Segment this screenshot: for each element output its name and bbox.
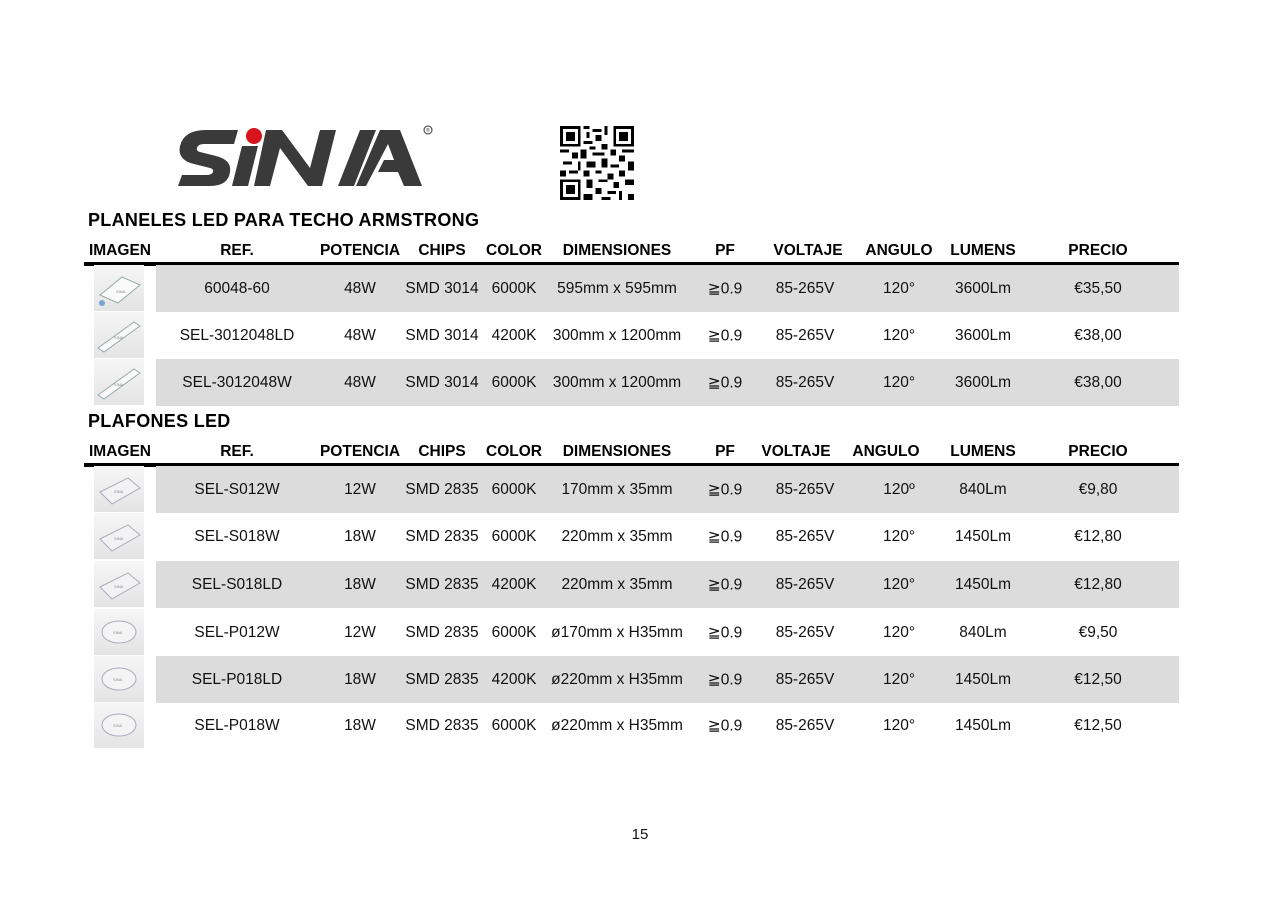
cell-voltaje: 85-265V — [775, 575, 835, 593]
cell-angulo: 120° — [882, 670, 916, 688]
cell-lumens: 1450Lm — [954, 716, 1012, 734]
cell-potencia: 48W — [344, 326, 376, 344]
cell-ref: SEL-P012W — [194, 623, 280, 641]
svg-text:SINA: SINA — [114, 536, 124, 541]
cell-ref: SEL-3012048LD — [179, 326, 295, 344]
cell-ref: SEL-S012W — [194, 480, 280, 498]
cell-color: 4200K — [491, 575, 537, 593]
col-color: COLOR — [486, 443, 542, 460]
cell-pf: ≧0.9 — [707, 624, 743, 641]
cell-pf: ≧0.9 — [707, 717, 743, 734]
cell-dimensiones: 220mm x 35mm — [561, 575, 673, 593]
svg-text:SINA: SINA — [114, 335, 124, 340]
cell-potencia: 48W — [344, 373, 376, 391]
cell-precio: €38,00 — [1074, 373, 1122, 391]
cell-angulo: 120° — [882, 279, 916, 297]
qr-code — [558, 126, 636, 200]
cell-precio: €12,80 — [1074, 527, 1122, 545]
cell-voltaje: 85-265V — [775, 480, 835, 498]
cell-chips: SMD 2835 — [405, 670, 479, 688]
cell-potencia: 18W — [344, 575, 376, 593]
cell-chips: SMD 2835 — [405, 623, 479, 641]
product-image-panel — [94, 312, 144, 358]
cell-color: 6000K — [491, 623, 537, 641]
col-voltaje: VOLTAJE — [773, 242, 843, 259]
cell-chips: SMD 3014 — [405, 279, 479, 297]
cell-dimensiones: ø220mm x H35mm — [551, 716, 683, 734]
cell-color: 4200K — [491, 326, 537, 344]
cell-potencia: 12W — [344, 623, 376, 641]
cell-precio: €9,80 — [1078, 480, 1118, 498]
cell-lumens: 1450Lm — [954, 527, 1012, 545]
cell-pf: ≧0.9 — [707, 327, 743, 344]
table-row — [156, 312, 1179, 359]
table-row — [156, 513, 1179, 560]
col-precio: PRECIO — [1068, 443, 1128, 460]
col-angulo: ANGULO — [852, 443, 920, 460]
cell-color: 4200K — [491, 670, 537, 688]
cell-ref: SEL-3012048W — [182, 373, 292, 391]
svg-text:SINA: SINA — [113, 677, 123, 682]
cell-voltaje: 85-265V — [775, 623, 835, 641]
cell-pf: ≧0.9 — [707, 374, 743, 391]
col-potencia: POTENCIA — [319, 242, 401, 259]
cell-color: 6000K — [491, 279, 537, 297]
cell-dimensiones: 220mm x 35mm — [561, 527, 673, 545]
cell-pf: ≧0.9 — [707, 576, 743, 593]
svg-text:SINA: SINA — [116, 289, 126, 294]
page-number: 15 — [631, 826, 649, 843]
cell-chips: SMD 2835 — [405, 527, 479, 545]
cell-angulo: 120° — [882, 373, 916, 391]
col-potencia: POTENCIA — [319, 443, 401, 460]
product-image-panel — [94, 265, 144, 311]
col-ref: REF. — [220, 242, 254, 259]
cell-precio: €12,80 — [1074, 575, 1122, 593]
table-header — [84, 441, 1179, 467]
cell-potencia: 48W — [344, 279, 376, 297]
cell-lumens: 1450Lm — [954, 670, 1012, 688]
cell-dimensiones: 300mm x 1200mm — [552, 373, 682, 391]
cell-pf: ≧0.9 — [707, 280, 743, 297]
cell-pf: ≧0.9 — [707, 528, 743, 545]
col-voltaje: VOLTAJE — [761, 443, 831, 460]
cell-lumens: 3600Lm — [954, 279, 1012, 297]
cell-precio: €35,50 — [1074, 279, 1122, 297]
sina-logo — [170, 124, 436, 192]
product-image-round — [94, 609, 144, 655]
col-lumens: LUMENS — [950, 443, 1016, 460]
cell-angulo: 120° — [882, 575, 916, 593]
table-row — [156, 609, 1179, 656]
cell-ref: 60048-60 — [204, 279, 270, 297]
cell-pf: ≧0.9 — [707, 671, 743, 688]
cell-precio: €12,50 — [1074, 716, 1122, 734]
product-image-square — [94, 466, 144, 512]
cell-lumens: 840Lm — [959, 623, 1007, 641]
cell-potencia: 18W — [344, 670, 376, 688]
cell-lumens: 3600Lm — [954, 326, 1012, 344]
col-chips: CHIPS — [418, 443, 466, 460]
cell-angulo: 120° — [882, 326, 916, 344]
table-row — [156, 561, 1179, 608]
cell-voltaje: 85-265V — [775, 670, 835, 688]
cell-ref: SEL-S018LD — [191, 575, 283, 593]
cell-angulo: 120° — [882, 716, 916, 734]
cell-chips: SMD 2835 — [405, 480, 479, 498]
cell-pf: ≧0.9 — [707, 481, 743, 498]
cell-chips: SMD 3014 — [405, 373, 479, 391]
cell-chips: SMD 2835 — [405, 575, 479, 593]
cell-potencia: 18W — [344, 716, 376, 734]
table-row — [156, 466, 1179, 513]
section-title-armstrong: PLANELES LED PARA TECHO ARMSTRONG — [88, 210, 480, 230]
product-image-round — [94, 656, 144, 702]
cell-dimensiones: ø220mm x H35mm — [551, 670, 683, 688]
col-imagen: IMAGEN — [89, 443, 151, 460]
product-image-round — [94, 702, 144, 748]
cell-ref: SEL-P018W — [194, 716, 280, 734]
svg-text:SINA: SINA — [113, 630, 123, 635]
cell-voltaje: 85-265V — [775, 527, 835, 545]
product-image-square — [94, 561, 144, 607]
cell-dimensiones: 170mm x 35mm — [561, 480, 673, 498]
cell-color: 6000K — [491, 480, 537, 498]
cell-voltaje: 85-265V — [775, 373, 835, 391]
cell-color: 6000K — [491, 527, 537, 545]
cell-dimensiones: 595mm x 595mm — [557, 279, 677, 297]
cell-ref: SEL-S018W — [194, 527, 280, 545]
col-angulo: ANGULO — [865, 242, 933, 259]
col-imagen: IMAGEN — [89, 242, 151, 259]
cell-voltaje: 85-265V — [775, 326, 835, 344]
cell-lumens: 3600Lm — [954, 373, 1012, 391]
cell-chips: SMD 2835 — [405, 716, 479, 734]
svg-text:SINA: SINA — [113, 723, 123, 728]
product-image-panel — [94, 359, 144, 405]
cell-angulo: 120° — [882, 623, 916, 641]
table-row — [156, 656, 1179, 703]
cell-voltaje: 85-265V — [775, 279, 835, 297]
table-row — [156, 702, 1179, 749]
col-lumens: LUMENS — [950, 242, 1016, 259]
svg-text:SINA: SINA — [114, 489, 124, 494]
table-row — [156, 265, 1179, 312]
cell-potencia: 12W — [344, 480, 376, 498]
cell-angulo: 120° — [882, 527, 916, 545]
cell-chips: SMD 3014 — [405, 326, 479, 344]
cell-dimensiones: 300mm x 1200mm — [552, 326, 682, 344]
cell-angulo: 120º — [883, 480, 915, 498]
cell-precio: €12,50 — [1074, 670, 1122, 688]
col-precio: PRECIO — [1068, 242, 1128, 259]
cell-color: 6000K — [491, 716, 537, 734]
cell-dimensiones: ø170mm x H35mm — [551, 623, 683, 641]
table-row — [156, 359, 1179, 406]
svg-text:SINA: SINA — [114, 584, 124, 589]
col-pf: PF — [715, 242, 735, 259]
cell-voltaje: 85-265V — [775, 716, 835, 734]
cell-lumens: 1450Lm — [954, 575, 1012, 593]
section-title-plafones: PLAFONES LED — [88, 411, 231, 431]
cell-precio: €38,00 — [1074, 326, 1122, 344]
col-color: COLOR — [486, 242, 542, 259]
cell-lumens: 840Lm — [959, 480, 1007, 498]
svg-text:®: ® — [426, 128, 430, 134]
col-dimensiones: DIMENSIONES — [562, 443, 672, 460]
cell-precio: €9,50 — [1078, 623, 1118, 641]
cell-potencia: 18W — [344, 527, 376, 545]
svg-text:SINA: SINA — [114, 382, 124, 387]
cell-ref: SEL-P018LD — [191, 670, 283, 688]
col-dimensiones: DIMENSIONES — [562, 242, 672, 259]
product-image-square — [94, 513, 144, 559]
col-chips: CHIPS — [418, 242, 466, 259]
col-pf: PF — [715, 443, 735, 460]
col-ref: REF. — [220, 443, 254, 460]
table-header — [84, 240, 1179, 266]
cell-color: 6000K — [491, 373, 537, 391]
